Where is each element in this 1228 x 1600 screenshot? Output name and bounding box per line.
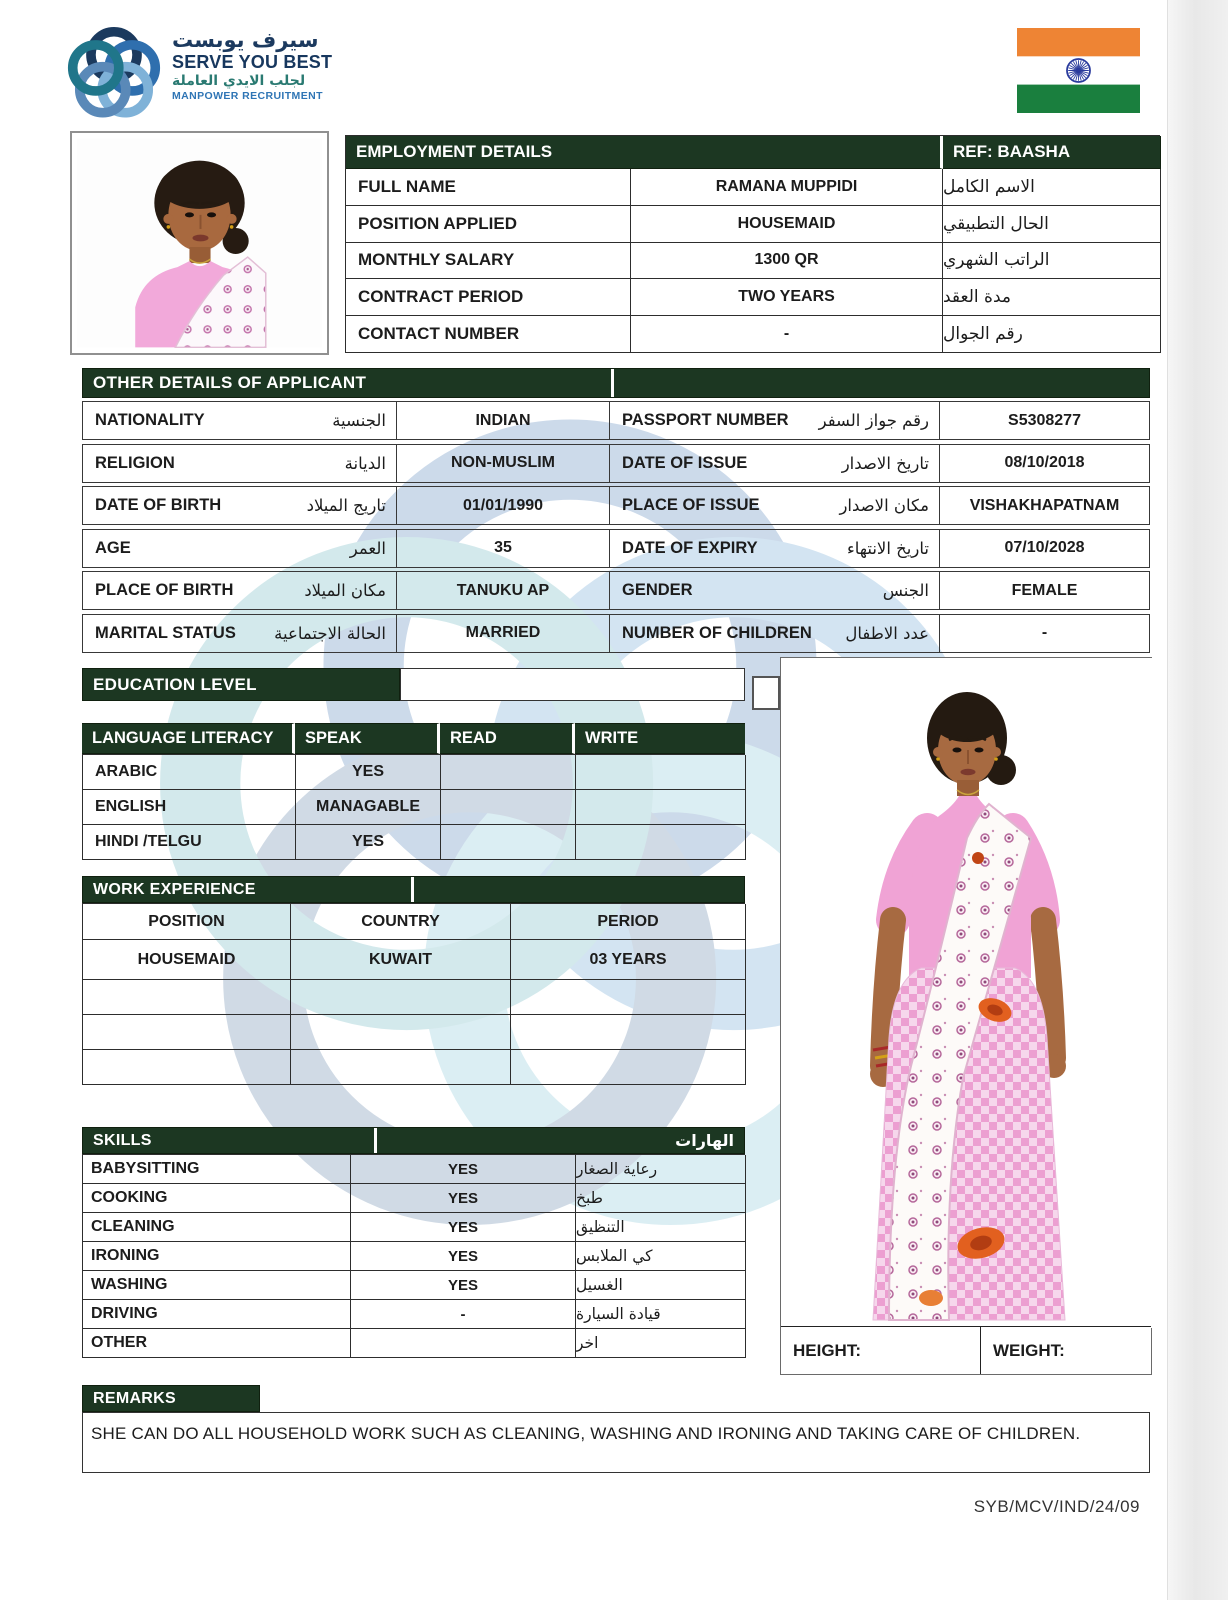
field-label-arabic: الحالة الاجتماعية bbox=[274, 623, 386, 643]
language-literacy-table bbox=[82, 754, 745, 860]
bar-divider bbox=[374, 1128, 377, 1153]
language-name: ARABIC bbox=[83, 755, 296, 790]
work-country bbox=[291, 980, 511, 1015]
work-period bbox=[511, 1050, 746, 1085]
physical-measurements-row bbox=[781, 1326, 1151, 1374]
field-value: - bbox=[940, 614, 1150, 653]
field-label: GENDER bbox=[622, 581, 693, 599]
work-experience-bar bbox=[82, 876, 745, 903]
employment-ref-label: REF: BAASHA bbox=[943, 136, 1161, 169]
language-speak: MANAGABLE bbox=[296, 790, 441, 825]
skill-name: COOKING bbox=[83, 1184, 351, 1213]
other-details-title: OTHER DETAILS OF APPLICANT bbox=[93, 373, 367, 392]
work-position bbox=[83, 1050, 291, 1085]
skills-title: SKILLS bbox=[93, 1131, 152, 1149]
weight-label: WEIGHT: bbox=[993, 1340, 1065, 1360]
language-write bbox=[576, 755, 746, 790]
field-value: 35 bbox=[397, 529, 610, 568]
field-label: CONTRACT PERIOD bbox=[346, 279, 631, 316]
field-label: PASSPORT NUMBER bbox=[622, 411, 789, 429]
field-label-arabic: العمر bbox=[349, 538, 386, 558]
field-label: CONTACT NUMBER bbox=[346, 316, 631, 353]
other-details-table bbox=[82, 401, 1150, 653]
field-value: NON-MUSLIM bbox=[397, 444, 610, 483]
logo-name: SERVE YOU BEST bbox=[172, 52, 333, 73]
field-label: DATE OF BIRTH bbox=[95, 496, 222, 514]
language-write bbox=[576, 790, 746, 825]
field-value: S5308277 bbox=[940, 401, 1150, 440]
bar-divider bbox=[611, 369, 614, 397]
column-header: COUNTRY bbox=[291, 904, 511, 940]
skills-table bbox=[82, 1154, 745, 1358]
field-label: NUMBER OF CHILDREN bbox=[622, 623, 812, 642]
empty-cell bbox=[752, 676, 780, 710]
field-label-cell bbox=[82, 529, 397, 568]
field-label-cell bbox=[610, 529, 940, 568]
field-label: PLACE OF ISSUE bbox=[622, 496, 760, 514]
column-header: LANGUAGE LITERACY bbox=[82, 723, 295, 754]
full-body-illustration bbox=[781, 658, 1153, 1328]
field-value: FEMALE bbox=[940, 571, 1150, 610]
work-experience-title: WORK EXPERIENCE bbox=[93, 880, 256, 898]
skill-name-arabic: الغسيل bbox=[576, 1271, 746, 1300]
column-header: WRITE bbox=[575, 723, 745, 754]
work-period: 03 YEARS bbox=[511, 940, 746, 980]
field-label-arabic: عدد الاطفال bbox=[845, 623, 929, 643]
work-experience-table bbox=[82, 903, 745, 1085]
field-label-arabic: رقم الجوال bbox=[943, 316, 1161, 353]
field-label-arabic: الاسم الكامل bbox=[943, 169, 1161, 206]
skill-value bbox=[351, 1329, 576, 1358]
employment-details-table bbox=[345, 135, 1160, 353]
field-value: VISHAKHAPATNAM bbox=[940, 486, 1150, 525]
field-label-cell bbox=[82, 486, 397, 525]
work-position bbox=[83, 980, 291, 1015]
remarks-title: REMARKS bbox=[93, 1389, 176, 1407]
language-read bbox=[441, 790, 576, 825]
field-value: 1300 QR bbox=[631, 243, 943, 280]
field-label-cell bbox=[610, 401, 940, 440]
field-label-arabic: رقم جواز السفر bbox=[818, 411, 929, 430]
field-label-cell bbox=[610, 571, 940, 610]
education-level-title: EDUCATION LEVEL bbox=[93, 674, 257, 694]
field-value: 01/01/1990 bbox=[397, 486, 610, 525]
field-label: NATIONALITY bbox=[95, 411, 205, 429]
field-label-cell bbox=[610, 614, 940, 653]
remarks-text-box bbox=[82, 1412, 1150, 1473]
remarks-bar bbox=[82, 1385, 260, 1412]
portrait-illustration bbox=[77, 138, 322, 348]
other-details-section-bar bbox=[82, 368, 1150, 398]
language-write bbox=[576, 825, 746, 860]
skill-value: YES bbox=[351, 1155, 576, 1184]
field-label: MARITAL STATUS bbox=[95, 623, 236, 642]
document-ref-code: SYB/MCV/IND/24/09 bbox=[973, 1497, 1140, 1516]
field-label-cell bbox=[610, 444, 940, 483]
work-country: KUWAIT bbox=[291, 940, 511, 980]
skill-value: YES bbox=[351, 1213, 576, 1242]
applicant-full-body-photo bbox=[780, 657, 1152, 1375]
scan-edge bbox=[1167, 0, 1228, 1600]
field-label: MONTHLY SALARY bbox=[346, 243, 631, 280]
work-country bbox=[291, 1015, 511, 1050]
field-label-cell bbox=[82, 401, 397, 440]
field-value: 08/10/2018 bbox=[940, 444, 1150, 483]
skill-value: - bbox=[351, 1300, 576, 1329]
column-header: READ bbox=[440, 723, 575, 754]
column-header: SPEAK bbox=[295, 723, 440, 754]
language-speak: YES bbox=[296, 755, 441, 790]
applicant-portrait-photo bbox=[70, 131, 329, 355]
field-label-arabic: الراتب الشهري bbox=[943, 243, 1161, 280]
field-label: AGE bbox=[95, 538, 131, 557]
skill-name-arabic: كي الملابس bbox=[576, 1242, 746, 1271]
bar-divider bbox=[411, 877, 414, 902]
skill-name: BABYSITTING bbox=[83, 1155, 351, 1184]
skill-name-arabic: التنظيق bbox=[576, 1213, 746, 1242]
remarks-text: SHE CAN DO ALL HOUSEHOLD WORK SUCH AS CLEANING, WASHING AND IRONING AND TAKING CARE OF CHILDREN. bbox=[91, 1424, 1081, 1443]
language-read bbox=[441, 825, 576, 860]
logo-arabic-tagline: لجلب الايدي العاملة bbox=[172, 72, 306, 89]
field-label-arabic: تاريج الميلاد bbox=[306, 496, 386, 515]
logo-tagline: MANPOWER RECRUITMENT bbox=[172, 90, 323, 103]
field-label: POSITION APPLIED bbox=[346, 206, 631, 243]
field-label-arabic: الديانة bbox=[344, 453, 386, 473]
work-period bbox=[511, 980, 746, 1015]
column-header: POSITION bbox=[83, 904, 291, 940]
field-label: DATE OF ISSUE bbox=[622, 453, 748, 472]
logo-text-block bbox=[172, 28, 362, 104]
field-label-arabic: مدة العقد bbox=[943, 279, 1161, 316]
skill-name-arabic: طبخ bbox=[576, 1184, 746, 1213]
field-label-arabic: تاريخ الاصدار bbox=[841, 453, 929, 473]
knot-logo-icon bbox=[64, 26, 164, 122]
skill-name: CLEANING bbox=[83, 1213, 351, 1242]
field-label-arabic: الجنسية bbox=[332, 411, 386, 430]
skill-name-arabic: قيادة السيارة bbox=[576, 1300, 746, 1329]
work-country bbox=[291, 1050, 511, 1085]
field-label-arabic: الجنس bbox=[882, 581, 929, 600]
skills-title-arabic: الهارات bbox=[675, 1131, 734, 1150]
field-label-cell bbox=[82, 444, 397, 483]
language-name: ENGLISH bbox=[83, 790, 296, 825]
skills-bar bbox=[82, 1127, 745, 1154]
work-position bbox=[83, 1015, 291, 1050]
field-value: MARRIED bbox=[397, 614, 610, 653]
skill-value: YES bbox=[351, 1271, 576, 1300]
field-label-cell bbox=[82, 614, 397, 653]
field-label-cell bbox=[82, 571, 397, 610]
field-value: INDIAN bbox=[397, 401, 610, 440]
language-speak: YES bbox=[296, 825, 441, 860]
work-position: HOUSEMAID bbox=[83, 940, 291, 980]
education-level-bar bbox=[82, 668, 400, 701]
field-value: - bbox=[631, 316, 943, 353]
india-flag-icon bbox=[1017, 28, 1140, 113]
field-value: HOUSEMAID bbox=[631, 206, 943, 243]
education-level-value bbox=[400, 668, 745, 701]
skill-name-arabic: اخر bbox=[576, 1329, 746, 1358]
logo-arabic-name: سيرف يوبست bbox=[172, 28, 319, 52]
skill-name-arabic: رعاية الصغار bbox=[576, 1155, 746, 1184]
field-label-arabic: تاريخ الانتهاء bbox=[846, 538, 929, 558]
field-value: TWO YEARS bbox=[631, 279, 943, 316]
language-read bbox=[441, 755, 576, 790]
field-label-arabic: مكان الاصدار bbox=[839, 496, 929, 515]
column-header: PERIOD bbox=[511, 904, 746, 940]
work-period bbox=[511, 1015, 746, 1050]
skill-name: IRONING bbox=[83, 1242, 351, 1271]
skill-value: YES bbox=[351, 1184, 576, 1213]
skill-name: OTHER bbox=[83, 1329, 351, 1358]
employment-section-title: EMPLOYMENT DETAILS bbox=[346, 136, 943, 169]
skill-value: YES bbox=[351, 1242, 576, 1271]
field-label: DATE OF EXPIRY bbox=[622, 538, 758, 557]
field-value: 07/10/2028 bbox=[940, 529, 1150, 568]
language-name: HINDI /TELGU bbox=[83, 825, 296, 860]
field-value: RAMANA MUPPIDI bbox=[631, 169, 943, 206]
field-label: FULL NAME bbox=[346, 169, 631, 206]
field-label-cell bbox=[610, 486, 940, 525]
language-literacy-header bbox=[82, 723, 745, 754]
skill-name: WASHING bbox=[83, 1271, 351, 1300]
field-label-arabic: الحال التطبيقي bbox=[943, 206, 1161, 243]
field-label: RELIGION bbox=[95, 453, 175, 472]
height-label: HEIGHT: bbox=[781, 1327, 981, 1374]
skill-name: DRIVING bbox=[83, 1300, 351, 1329]
field-value: TANUKU AP bbox=[397, 571, 610, 610]
field-label: PLACE OF BIRTH bbox=[95, 581, 234, 599]
field-label-arabic: مكان الميلاد bbox=[304, 581, 386, 600]
